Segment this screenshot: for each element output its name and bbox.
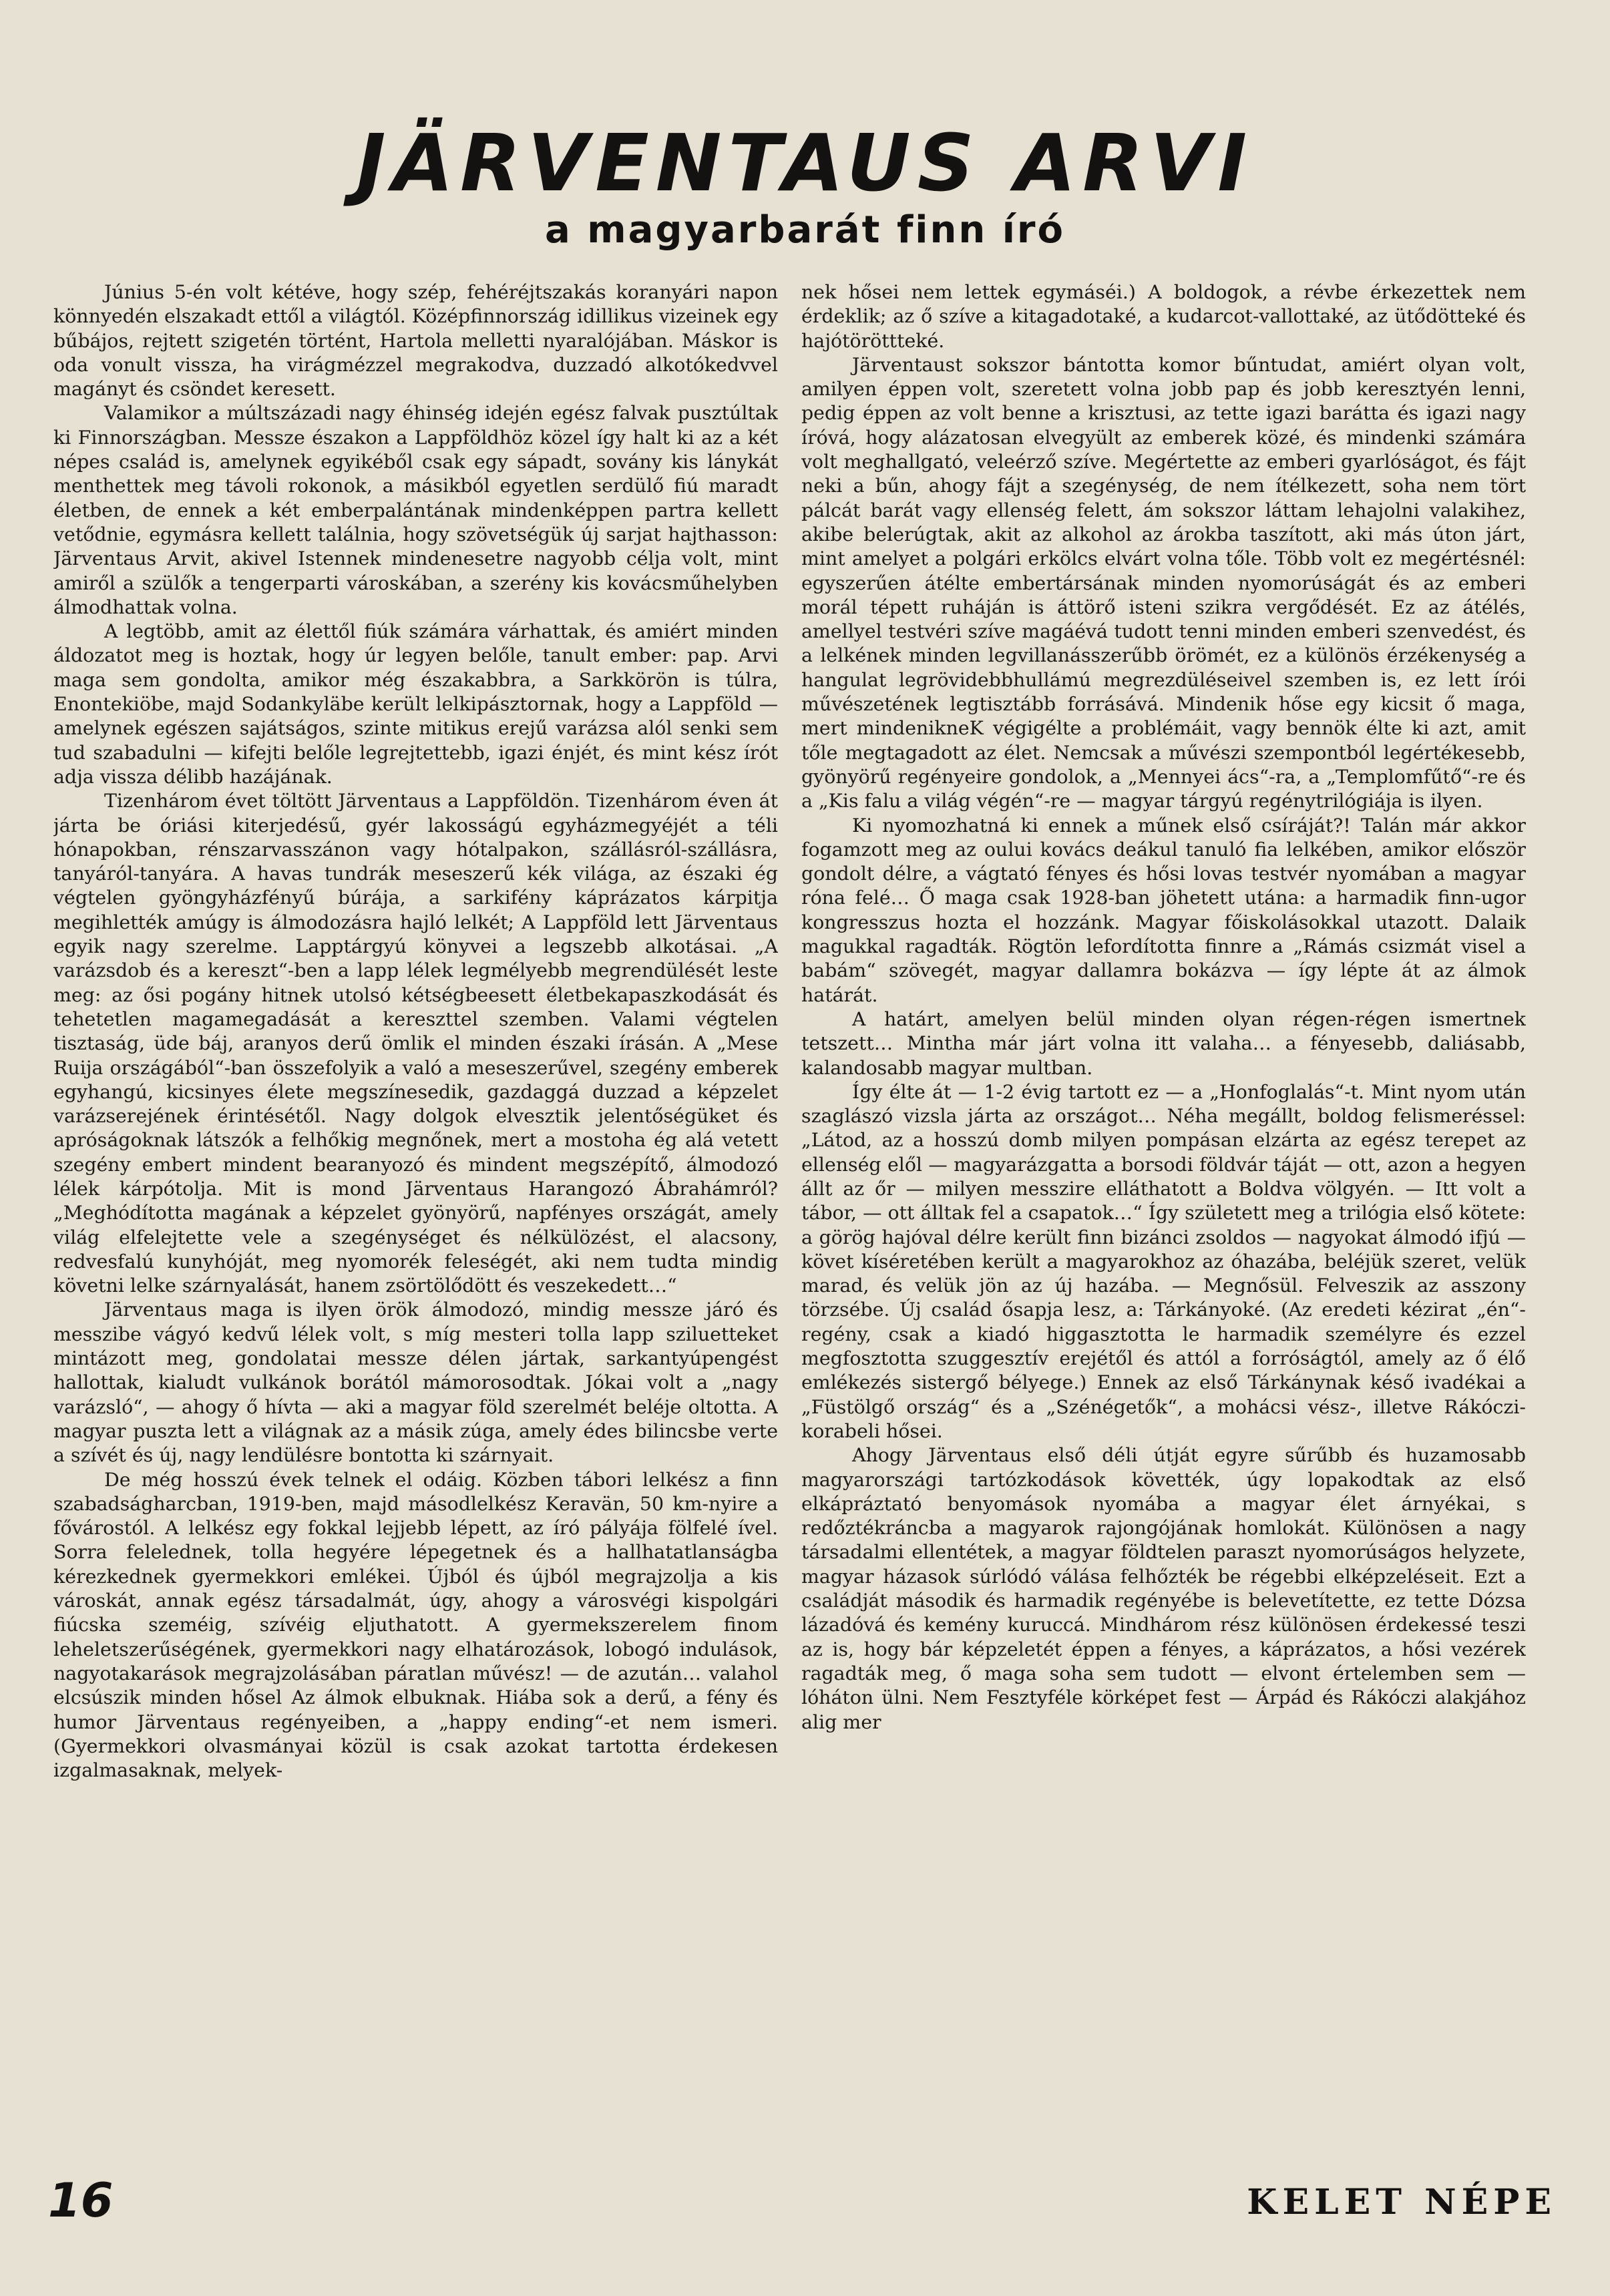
- paragraph: Valamikor a múltszázadi nagy éhinség idején egész falvak pusztúltak ki Finnországban. Messze északon a Lappföldhöz közel így halt ki az a két népes család is, amelynek egyikéből csak egy sápadt, sovány kis lánykát menthettek meg távoli rokonok, a másikból egyetlen serdülő fiú maradt életben, de ennek a két emberpalántának mindenképpen partra kellett vetődnie, egymásra kellett találnia, hogy szövetségük új sarjat hajthasson: Järventaus Arvit, akivel Istennek mindenesetre nagyobb célja volt, mint amiről a szülők a tengerparti városkában, a szerény kis kovácsműhelyben álmodhattak volna.: [53, 402, 778, 618]
- paragraph: Tizenhárom évet töltött Järventaus a Lappföldön. Tizenhárom éven át járta be óriási kiterjedésű, gyér lakosságú egyházmegyéjét a téli hónapokban, rénszarvasszánon vagy hótalpakon, szállásról-szállásra, tanyáról-tanyára. A havas tundrák meseszerű kék világa, az északi ég végtelen gyöngyházfényű búrája, a sarkifény káprázatos kárpitja megihlették amúgy is álmodozásra hajló lelkét; A Lappföld lett Järventaus egyik nagy szerelme. Lapptárgyú könyvei a legszebb alkotásai. „A varázsdob és a kereszt“-ben a lapp lélek legmélyebb megrendülését leste meg: az ősi pogány hitnek utolsó kétségbeesett életbekapaszkodását és tehetetlen magamegadását a kereszttel szemben. Valami végtelen tisztaság, üde báj, aranyos derű ömlik el minden északi írásán. A „Mese Ruija országából“-ban összefolyik a való a meseszerűvel, szegény emberek egyhangú, kicsinyes élete megszínesedik, gazdaggá duzzad a képzelet varázserejének érintésétől. Nagy dolgok elvesztik jelentőségüket és apróságoknak látszók a felhőkig megnőnek, mert a mostoha ég alá vetett szegény embert mindent bearanyozó és mindent megszépítő, álmodozó lélek kárpótolja. Mit is mond Järventaus Harangozó Ábrahámról? „Meghódította magának a képzelet gyönyörű, napfényes országát, amely világ elfelejtette vele a szegénységet és nélkülözést, el alacsony, redvesfalú kunyhóját, meg nyomorék feleségét, aki nem tudta mindig követni lelke szárnyalását, hanem zsörtölődött és veszekedett…“: [53, 790, 778, 1297]
- article-column-left: [53, 280, 778, 2170]
- paragraph: Järventaus maga is ilyen örök álmodozó, mindig messze járó és messzibe vágyó kedvű lélek volt, s míg mesteri tolla lapp sziluetteket mintázott meg, gondolatai messze délen jártak, sarkantyúpengést hallottak, kialudt vulkánok borától mámorosodtak. Jókai volt a „nagy varázsló“, — ahogy ő hívta — aki a magyar föld szerelmét beléje oltotta. A magyar puszta lett a világnak az a másik zúga, amely édes bilincsbe verte a szívét és új, nagy lendülésre bontotta ki szárnyait.: [53, 1299, 778, 1467]
- paragraph: nek hősei nem lettek egymáséi.) A boldogok, a révbe érkezettek nem érdeklik; az ő szíve a kitagadotaké, a kudarcot-vallottaké, az ütődötteké és hajótöröttteké.: [801, 281, 1526, 352]
- paragraph: A határt, amelyen belül minden olyan régen-régen ismertnek tetszett… Mintha már járt volna itt valaha… a fényesebb, daliásabb, kalandosabb magyar multban.: [801, 1007, 1526, 1079]
- paragraph: Június 5-én volt kétéve, hogy szép, fehéréjtszakás koranyári napon könnyedén elszakadt ettől a világtól. Középfinnország idillikus vizeinek egy bűbájos, rejtett szigetén történt, Hartola melletti nyaralójában. Máskor is oda vonult vissza, ha virágmézzel megrakodva, duzzadó alkotókedvvel magányt és csöndet keresett.: [53, 281, 778, 401]
- article-column-right: [801, 280, 1526, 2170]
- page-subtitle: a magyarbarát finn író: [544, 208, 1066, 252]
- page-number: 16: [48, 2173, 114, 2228]
- magazine-name: KELET NÉPE: [1247, 2182, 1557, 2223]
- paragraph: De még hosszú évek telnek el odáig. Közben tábori lelkész a finn szabadságharcban, 1919-ben, majd másodlelkész Keravän, 50 km-nyire a fővárostól. A lelkész egy fokkal lejjebb lépett, az író pályája fölfelé ível. Sorra felelednek, tolla hegyére lépegetnek és a hallhatatlanságba kérezkednek gyermekkori emlékei. Újból és újból megrajzolja a kis városkát, annak egész társadalmát, úgy, ahogy a városvégi kispolgári fiúcska szeméig, szívéig eljuthatott. A gyermekszerelem finom leheletszerűségének, gyermekkori nagy elhatározások, lobogó indulások, nagyotakarások megrajzolásában páratlan művész! — de azután… valahol elcsúszik minden hősel Az álmok elbuknak. Hiába sok a derű, a fény és humor Järventaus regényeiben, a „happy ending“-et nem ismeri. (Gyermekkori olvasmányai közül is csak azokat tartotta érdekesen izgalmasaknak, melyek-: [53, 1468, 778, 1782]
- paragraph: A legtöbb, amit az élettől fiúk számára várhattak, és amiért minden áldozatot meg is hoztak, hogy úr legyen belőle, tanult ember: pap. Arvi maga sem gondolta, amikor még északabbra, a Sarkkörön is túlra, Enontekiöbe, majd Sodankyläbe került lelkipásztornak, hogy a Lappföld — amelynek egészen sajátságos, szinte mitikus erejű varázsa alól senki sem tud szabadulni — kifejti belőle legrejtettebb, igazi énjét, és mint kész írót adja vissza délibb hazájának.: [53, 620, 778, 788]
- paragraph: Ki nyomozhatná ki ennek a műnek első csíráját?! Talán már akkor fogamzott meg az oului kovács deákul tanuló fia lelkében, amikor először gondolt délre, a vágtató fényes és hősi lovas testvér nyomában a magyar róna felé… Ő maga csak 1928-ban jöhetett utána: a harmadik finn-ugor kongresszus hozta el hozzánk. Magyar főiskolásokkal utazott. Dalaik magukkal ragadták. Rögtön lefordította finnre a „Rámás csizmát visel a babám“ szövegét, magyar dallamra bokázva — így lépte át az álmok határát.: [801, 814, 1526, 1006]
- paragraph: Így élte át — 1-2 évig tartott ez — a „Honfoglalás“-t. Mint nyom után szaglászó vizsla járta az országot… Néha megállt, boldog felismeréssel: „Látod, az a hosszú domb milyen pompásan elzárta az egész terepet az ellenség elől — magyarázgatta a borsodi földvár táját — ott, azon a hegyen állt az őr — milyen messzire elláthatott a Boldva völgyén. — Itt volt a tábor, — ott álltak fel a csapatok…“ Így született meg a trilógia első kötete: a görög hajóval délre került finn bizánci zsoldos — nagyokat álmodó ifjú — követ kíséretében került a magyarokhoz az óhazába, beléjük szeret, velük marad, és velük jön az új hazába. — Megnősül. Felveszik az asszony törzsébe. Új család ősapja lesz, a: Tárkányoké. (Az eredeti kézirat „én“-regény, csak a kiadó higgasztotta le harmadik személyre és ezzel megfosztotta szuggesztív erejétől és attól a forróságtól, amely az ő élő emlékezés sistergő bélyege.) Ennek az első Tárkánynak késő ivadékai a „Füstölgő ország“ és a „Szénégetők“, a mohácsi vész-, illetve Rákóczi-korabeli hősei.: [801, 1080, 1526, 1442]
- page-title: JÄRVENTAUS ARVI: [356, 117, 1254, 209]
- paragraph: Ahogy Järventaus első déli útját egyre sűrűbb és huzamosabb magyarországi tartózkodások követték, úgy lopakodtak az első elkápráztató benyomások nyomába a magyar élet árnyékai, s redőztékráncba a magyarok rajongójának homlokát. Különösen a nagy társadalmi ellentétek, a magyar földtelen paraszt nyomorúságos helyzete, magyar házasok súrlódó válása felhőzték be régebbi elképzeléseit. Ezt a családját második és harmadik regényébe is belevetítette, ez tette Dózsa lázadóvá és kemény kuruccá. Mindhárom rész különösen érdekessé teszi az is, hogy bár képzeletét éppen a fényes, a káprázatos, a hősi vezérek ragadták meg, ő maga soha sem tudott — elvont értelemben sem — lóháton ülni. Nem Fesztyféle körképet fest — Árpád és Rákóczi alakjához alig mer: [801, 1444, 1526, 1733]
- paragraph: Järventaust sokszor bántotta komor bűntudat, amiért olyan volt, amilyen éppen volt, szeretett volna jobb pap és jobb keresztyén lenni, pedig éppen az volt benne a krisztusi, az tette igazi barátta és igazi nagy íróvá, hogy alázatosan elvegyült az emberek közé, és mindenki számára volt meghallgató, veleérző szíve. Megértette az emberi gyarlóságot, és fájt neki a bűn, ahogy fájt a szegénység, de nem ítélkezett, soha nem tört pálcát barát vagy ellenség felett, ám sokszor láttam lehajolni valakihez, akibe belerúgtak, akit az alkohol az árokba taszított, aki más úton járt, mint amelyet a polgári erkölcs elvárt volna tőle. Több volt ez megértésnél: egyszerűen átélte embertársának minden nyomorúságát és az emberi morál tépett ruháján is áttörő isteni szikra vergődését. Ez az átélés, amellyel testvéri szíve magáévá tudott tenni minden emberi szenvedést, és a lelkének minden legvillanásszerűbb örömét, ez a különös érzékenység a hangulat legrövidebbhullámú megrezdüléseivel szemben is, ez lett írói művészetének legtisztább forrásává. Mindenik hőse egy kicsit ő maga, mert mindenikneK végigélte a problémáit, vagy bennök élte ki azt, amit tőle megtagadott az élet. Nemcsak a művészi szempontból legértékesebb, gyönyörű regényeire gondolok, a „Mennyei ács“-ra, a „Templomfűtő“-re és a „Kis falu a világ végén“-re — magyar tárgyú regénytrilógiája is ilyen.: [801, 353, 1526, 813]
